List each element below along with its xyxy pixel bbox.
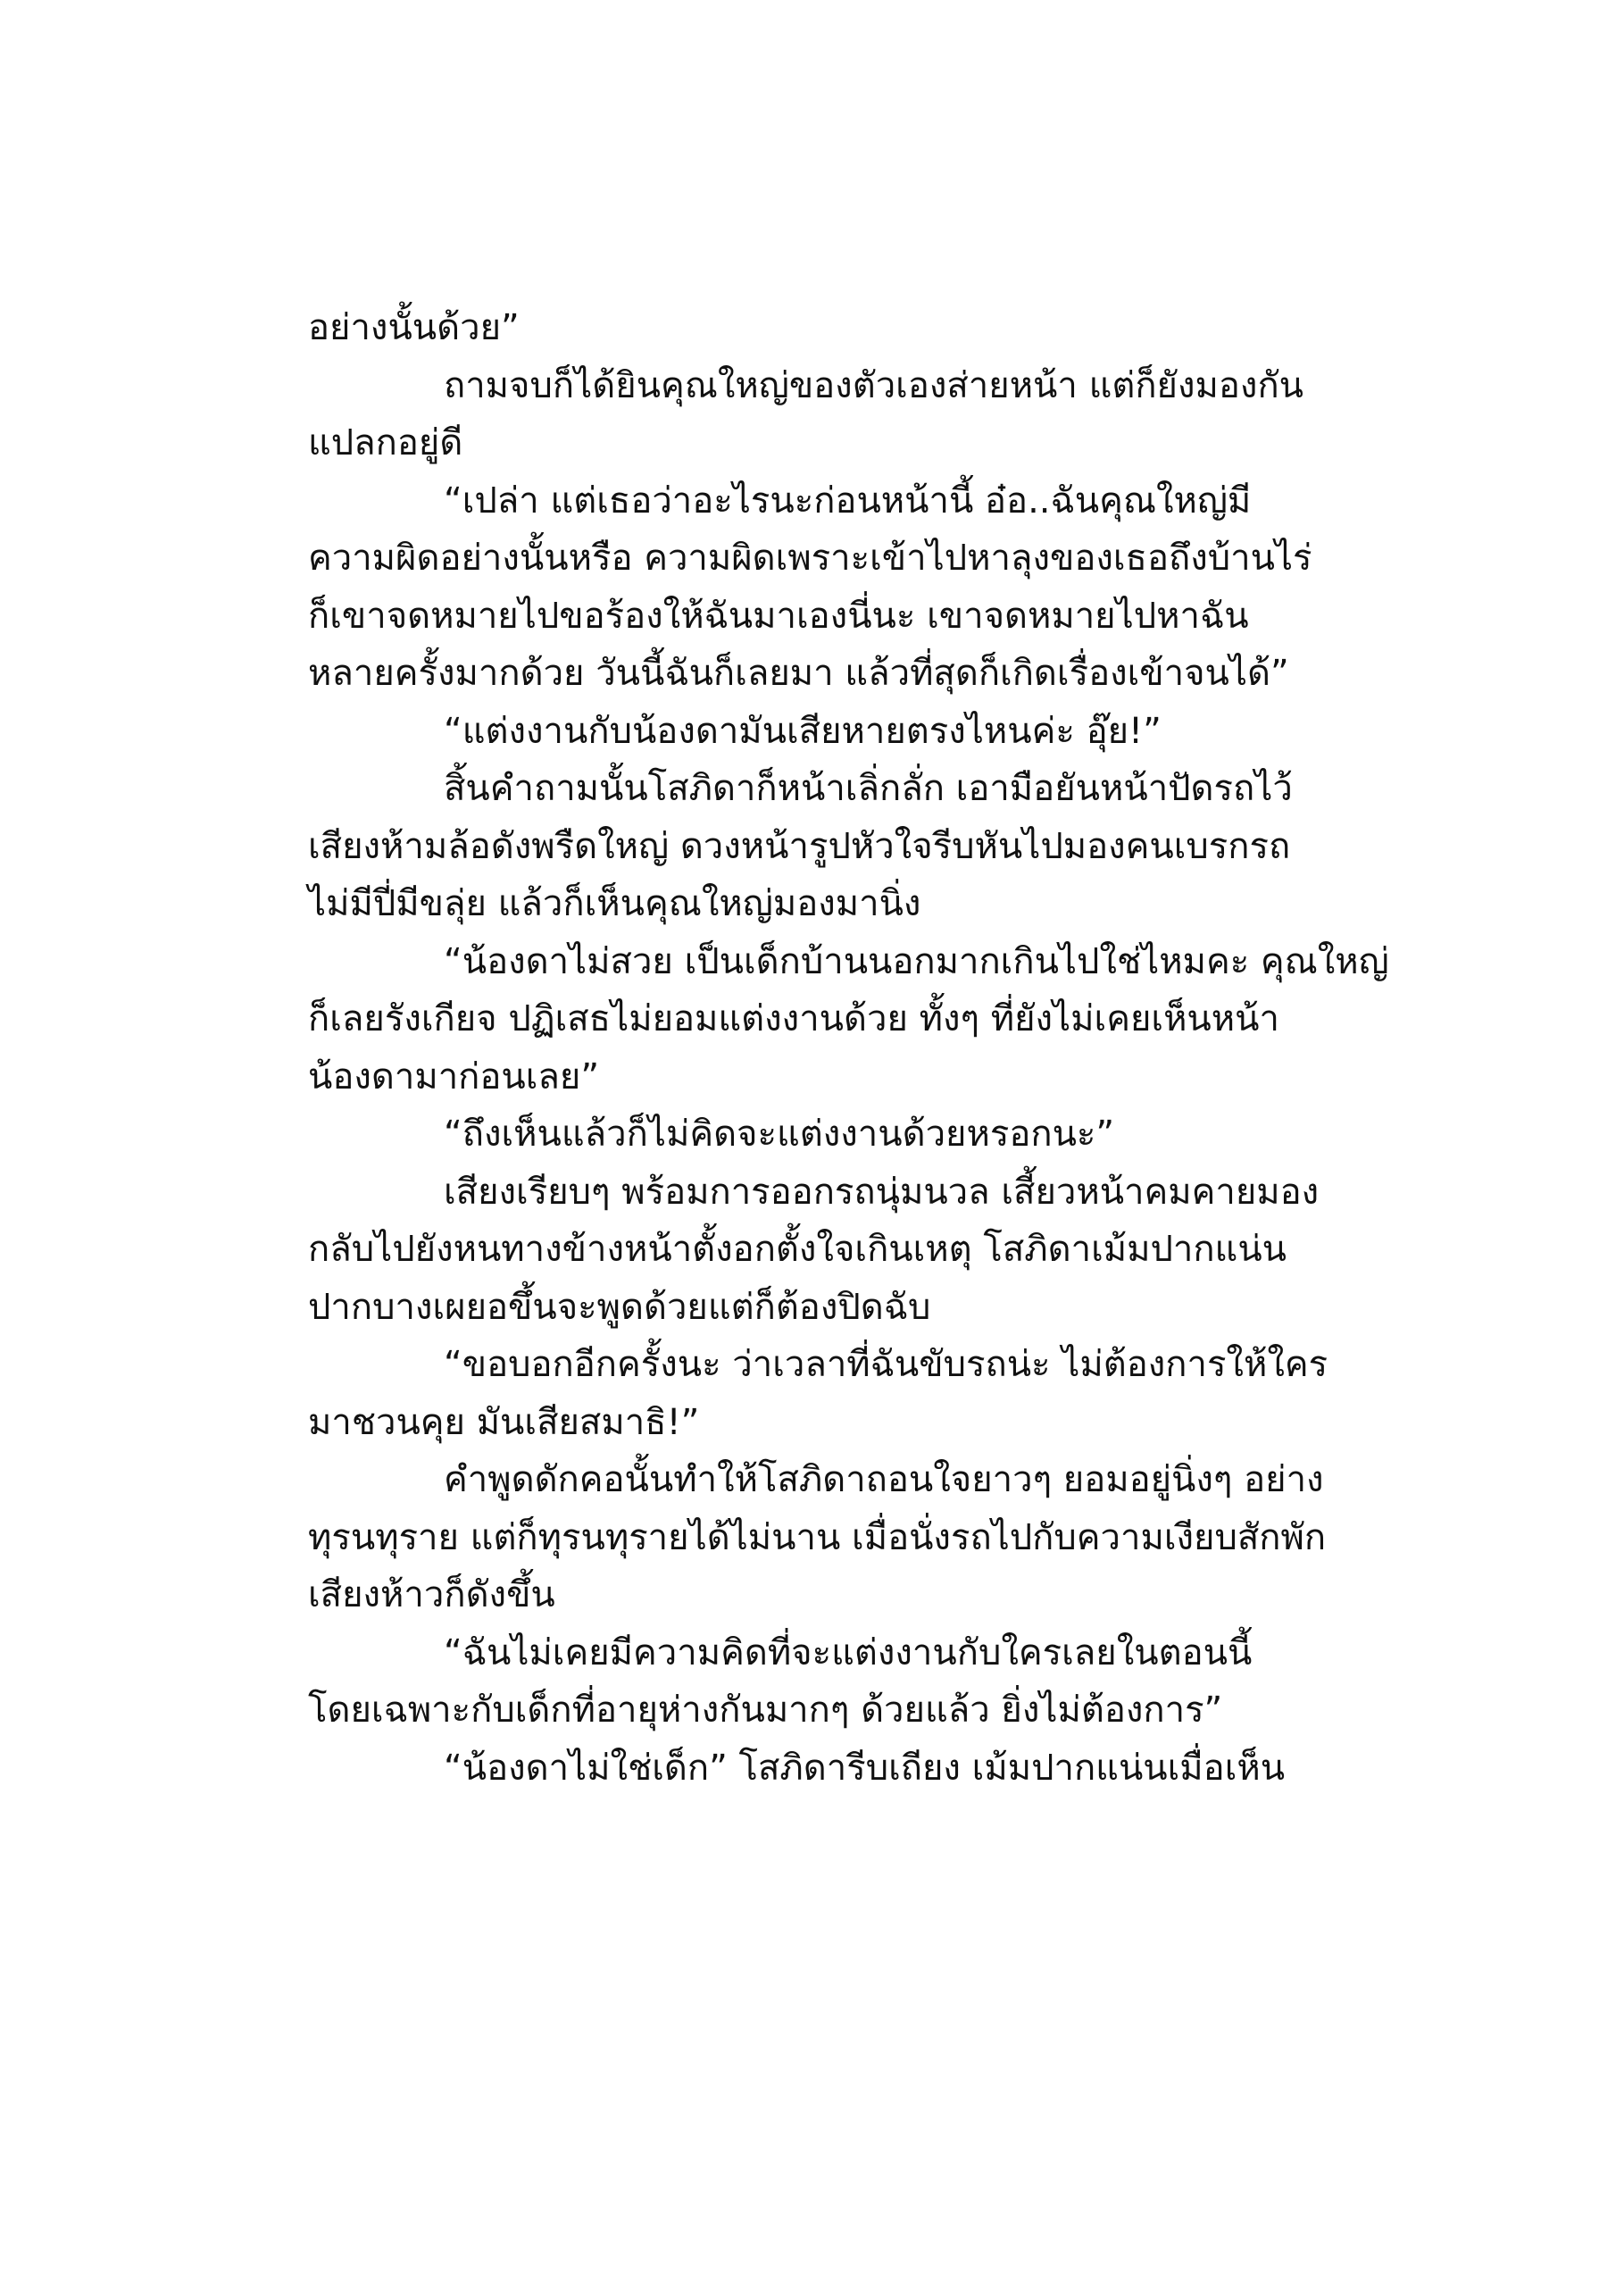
paragraph-first-line: ถามจบก็ได้ยินคุณใหญ่ของตัวเองส่ายหน้า แต่ก็ยังมองกัน [444, 364, 1304, 406]
paragraph-first-line: สิ้นคำถามนั้นโสภิดาก็หน้าเลิ่กลั่ก เอามือยันหน้าปัดรถไว้ [444, 768, 1293, 809]
text-line: ก็เลยรังเกียจ ปฏิเสธไม่ยอมแต่งงานด้วย ทั้งๆ ที่ยังไม่เคยเห็นหน้า [308, 998, 1279, 1039]
body-text [308, 299, 1406, 1797]
text-line: เสียงห้าวก็ดังขึ้น [308, 1574, 555, 1615]
text-line: ก็เขาจดหมายไปขอร้องให้ฉันมาเองนี่นะ เขาจดหมายไปหาฉัน [308, 595, 1249, 637]
paragraph-first-line: “ขอบอกอีกครั้งนะ ว่าเวลาที่ฉันขับรถน่ะ ไม่ต้องการให้ใคร [444, 1344, 1328, 1385]
text-line: โดยเฉพาะกับเด็กที่อายุห่างกันมากๆ ด้วยแล้ว ยิ่งไม่ต้องการ” [308, 1690, 1223, 1731]
text-line: อย่างนั้นด้วย” [308, 307, 520, 348]
paragraph-first-line: คำพูดดักคอนั้นทำให้โสภิดาถอนใจยาวๆ ยอมอยู่นิ่งๆ อย่าง [444, 1459, 1324, 1500]
text-line: ทุรนทุราย แต่ก็ทุรนทุรายได้ไม่นาน เมื่อนั่งรถไปกับความเงียบสักพัก [308, 1516, 1327, 1558]
paragraph-first-line: “แต่งงานกับน้องดามันเสียหายตรงไหนค่ะ อุ๊ย!” [444, 710, 1162, 752]
text-line: แปลกอยู่ดี [308, 422, 463, 463]
text-line: เสียงห้ามล้อดังพรืดใหญ่ ดวงหน้ารูปหัวใจรีบหันไปมองคนเบรกรถ [308, 825, 1291, 867]
paragraph-first-line: “น้องดาไม่ใช่เด็ก” โสภิดารีบเถียง เม้มปากแน่นเมื่อเห็น [444, 1747, 1286, 1789]
text-line: ความผิดอย่างนั้นหรือ ความผิดเพราะเข้าไปหาลุงของเธอถึงบ้านไร่ [308, 538, 1312, 579]
paragraph-first-line: “เปล่า แต่เธอว่าอะไรนะก่อนหน้านี้ อ๋อ..ฉันคุณใหญ่มี [444, 480, 1252, 522]
text-line: หลายครั้งมากด้วย วันนี้ฉันก็เลยมา แล้วที่สุดก็เกิดเรื่องเข้าจนได้” [308, 653, 1289, 694]
text-line: กลับไปยังหนทางข้างหน้าตั้งอกตั้งใจเกินเหตุ โสภิดาเม้มปากแน่น [308, 1229, 1287, 1270]
text-line: น้องดามาก่อนเลย” [308, 1056, 600, 1097]
paragraph-first-line: “ถึงเห็นแล้วก็ไม่คิดจะแต่งงานด้วยหรอกนะ” [444, 1114, 1115, 1155]
paragraph-first-line: เสียงเรียบๆ พร้อมการออกรถนุ่มนวล เสี้ยวหน้าคมคายมอง [444, 1171, 1320, 1213]
text-line: ไม่มีปี่มีขลุ่ย แล้วก็เห็นคุณใหญ่มองมานิ่ง [308, 883, 921, 924]
paragraph-first-line: “ฉันไม่เคยมีความคิดที่จะแต่งงานกับใครเลยในตอนนี้ [444, 1631, 1253, 1673]
text-line: ปากบางเผยอขึ้นจะพูดด้วยแต่ก็ต้องปิดฉับ [308, 1286, 931, 1328]
text-line: มาชวนคุย มันเสียสมาธิ!” [308, 1401, 700, 1443]
paragraph-first-line: “น้องดาไม่สวย เป็นเด็กบ้านนอกมากเกินไปใช่ไหมคะ คุณใหญ่ [444, 940, 1389, 982]
